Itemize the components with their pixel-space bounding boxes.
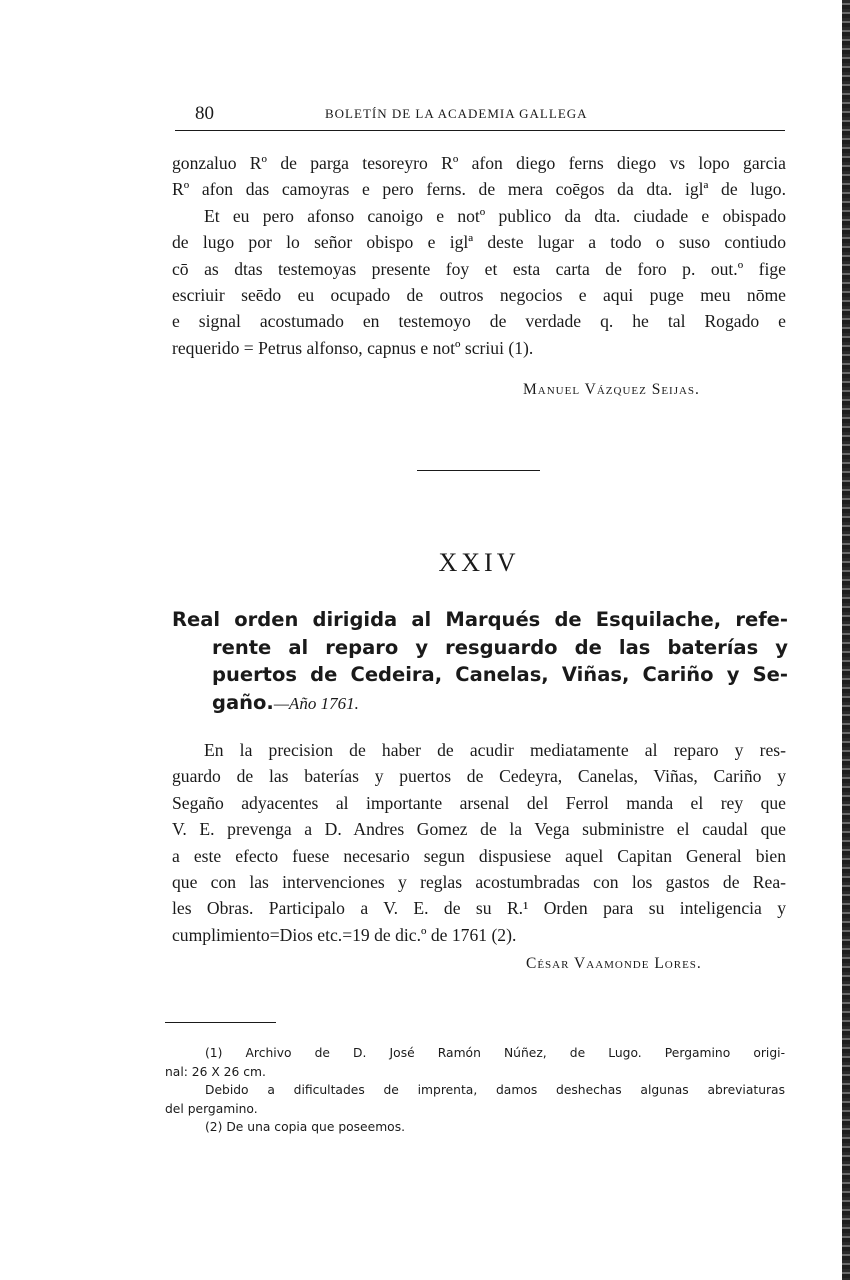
page-number: 80 bbox=[195, 103, 214, 124]
signature-vaamonde-lores: César Vaamonde Lores. bbox=[526, 955, 702, 972]
text-line: En la precision de haber de acudir mediatamente al reparo y res- bbox=[204, 740, 786, 760]
page-header bbox=[175, 103, 785, 127]
document-a-text bbox=[172, 150, 786, 361]
header-rule bbox=[175, 130, 785, 131]
document-b-text bbox=[172, 737, 786, 948]
section-heading bbox=[172, 606, 788, 717]
text-line: guardo de las baterías y puertos de Cedeyra, Canelas, Viñas, Cariño y bbox=[172, 766, 786, 787]
footnote-line: del pergamino. bbox=[165, 1101, 258, 1116]
text-line: cō as dtas testemoyas presente foy et esta carta de foro p. out.º fige bbox=[172, 258, 786, 279]
text-line: cumplimiento=Dios etc.=19 de dic.º de 1761 (2). bbox=[172, 924, 517, 945]
text-line: les Obras. Participalo a V. E. de su R.¹ Orden para su inteligencia y bbox=[172, 898, 786, 919]
text-line: escriuir seēdo eu ocupado de outros negocios e aqui puge meu nōme bbox=[172, 285, 786, 306]
running-title: BOLETÍN DE LA ACADEMIA GALLEGA bbox=[325, 106, 588, 121]
heading-line: rente al reparo y resguardo de las baterías y bbox=[212, 635, 788, 659]
footnote-line: nal: 26 X 26 cm. bbox=[165, 1064, 266, 1079]
text-line: Segaño adyacentes al importante arsenal del Ferrol manda el rey que bbox=[172, 792, 786, 813]
heading-date: —Año 1761. bbox=[273, 693, 359, 713]
section-separator bbox=[417, 470, 540, 471]
footnote-line: Debido a dificultades de imprenta, damos deshechas algunas abreviaturas bbox=[205, 1083, 785, 1097]
text-line: Rº afon das camoyras e pero ferns. de mera coēgos da dta. iglª de lugo. bbox=[172, 179, 786, 200]
signature-vazquez-seijas: Manuel Vázquez Seijas. bbox=[523, 381, 700, 398]
text-line: V. E. prevenga a D. Andres Gomez de la Vega subministre el caudal que bbox=[172, 819, 786, 840]
footnotes bbox=[165, 1044, 785, 1137]
text-line: a este efecto fuese necesario segun dispusiese aquel Capitan General bien bbox=[172, 845, 786, 866]
text-line: que con las intervenciones y reglas acostumbradas con los gastos de Rea- bbox=[172, 872, 786, 893]
heading-line: puertos de Cedeira, Canelas, Viñas, Cariño y Se- bbox=[212, 663, 788, 686]
heading-line: Real orden dirigida al Marqués de Esquilache, refe- bbox=[172, 608, 788, 631]
footnote-rule bbox=[165, 1022, 276, 1023]
section-number: XXIV bbox=[438, 548, 520, 577]
page-edge-shadow bbox=[842, 0, 850, 1280]
footnote-line: (2) De una copia que poseemos. bbox=[205, 1120, 406, 1134]
text-line: e signal acostumado en testemoyo de verdade q. he tal Rogado e bbox=[172, 311, 786, 332]
text-line: de lugo por lo señor obispo e iglª deste lugar a todo o suso contiudo bbox=[172, 232, 786, 253]
text-line: requerido = Petrus alfonso, capnus e notº scriui (1). bbox=[172, 337, 534, 358]
text-line: gonzaluo Rº de parga tesoreyro Rº afon diego ferns diego vs lopo garcia bbox=[172, 153, 786, 173]
heading-line bbox=[172, 689, 788, 718]
heading-line-end: gaño. bbox=[212, 690, 274, 714]
footnote-line: (1) Archivo de D. José Ramón Núñez, de Lugo. Pergamino origi- bbox=[205, 1046, 785, 1060]
text-line: Et eu pero afonso canoigo e notº publico da dta. ciudade e obispado bbox=[204, 205, 786, 226]
